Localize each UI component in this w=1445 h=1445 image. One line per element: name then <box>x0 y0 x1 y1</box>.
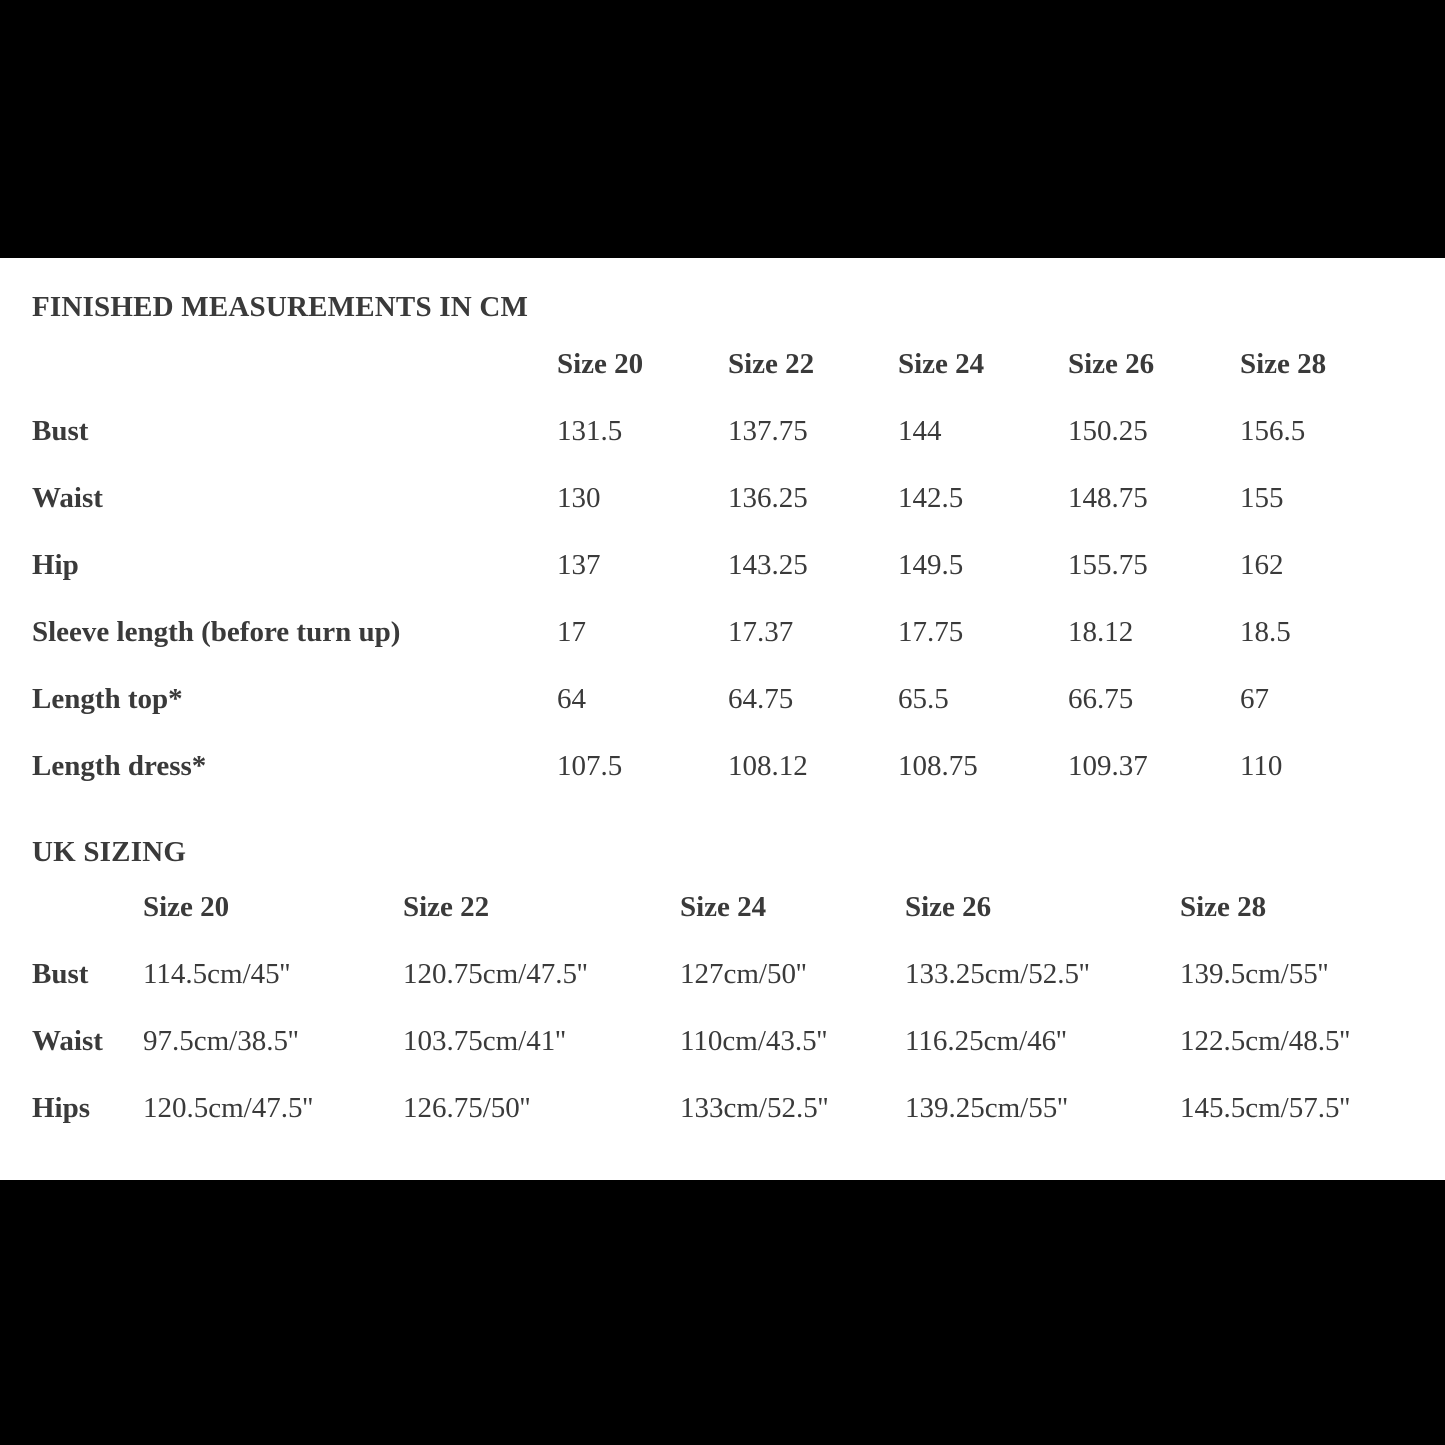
table-header-row <box>32 891 1413 958</box>
row-label: Hips <box>32 1092 91 1124</box>
cell-value: 149.5 <box>898 549 964 581</box>
table-row <box>32 958 1413 1025</box>
cell-value: 17.75 <box>898 616 964 648</box>
column-header: Size 26 <box>905 891 992 923</box>
column-header: Size 22 <box>403 891 490 923</box>
row-label: Bust <box>32 958 89 990</box>
cell-value: 122.5cm/48.5'' <box>1180 1025 1350 1057</box>
cell-value: 97.5cm/38.5'' <box>143 1025 299 1057</box>
cell-value: 17.37 <box>728 616 794 648</box>
cell-value: 143.25 <box>728 549 808 581</box>
column-header: Size 26 <box>1068 348 1155 380</box>
finished-measurements-table <box>32 348 1413 817</box>
column-header: Size 20 <box>557 348 644 380</box>
letterbox-bar-bottom <box>0 1180 1445 1445</box>
table-row <box>32 415 1413 482</box>
cell-value: 148.75 <box>1068 482 1148 514</box>
table-header-row <box>32 348 1413 415</box>
cell-value: 133cm/52.5'' <box>680 1092 829 1124</box>
cell-value: 120.75cm/47.5'' <box>403 958 588 990</box>
cell-value: 130 <box>557 482 601 514</box>
cell-value: 162 <box>1240 549 1284 581</box>
cell-value: 109.37 <box>1068 750 1148 782</box>
table-row <box>32 750 1413 817</box>
cell-value: 137.75 <box>728 415 808 447</box>
row-label: Bust <box>32 415 89 447</box>
table-row <box>32 482 1413 549</box>
cell-value: 139.25cm/55'' <box>905 1092 1068 1124</box>
finished-measurements-title: FINISHED MEASUREMENTS IN CM <box>32 291 529 323</box>
cell-value: 155.75 <box>1068 549 1148 581</box>
cell-value: 131.5 <box>557 415 623 447</box>
cell-value: 108.75 <box>898 750 978 782</box>
table-row <box>32 1025 1413 1092</box>
uk-sizing-table <box>32 891 1413 1159</box>
column-header: Size 28 <box>1180 891 1267 923</box>
cell-value: 120.5cm/47.5'' <box>143 1092 313 1124</box>
cell-value: 126.75/50'' <box>403 1092 531 1124</box>
row-label: Length dress* <box>32 750 207 782</box>
cell-value: 108.12 <box>728 750 808 782</box>
cell-value: 114.5cm/45'' <box>143 958 291 990</box>
cell-value: 67 <box>1240 683 1269 715</box>
cell-value: 18.5 <box>1240 616 1291 648</box>
cell-value: 139.5cm/55'' <box>1180 958 1329 990</box>
uk-sizing-title: UK SIZING <box>32 836 187 868</box>
cell-value: 136.25 <box>728 482 808 514</box>
row-label: Waist <box>32 482 103 514</box>
cell-value: 116.25cm/46'' <box>905 1025 1067 1057</box>
cell-value: 64.75 <box>728 683 794 715</box>
cell-value: 110cm/43.5'' <box>680 1025 828 1057</box>
cell-value: 127cm/50'' <box>680 958 807 990</box>
column-header: Size 22 <box>728 348 815 380</box>
column-header: Size 20 <box>143 891 230 923</box>
cell-value: 145.5cm/57.5'' <box>1180 1092 1350 1124</box>
row-label: Waist <box>32 1025 103 1057</box>
cell-value: 65.5 <box>898 683 949 715</box>
cell-value: 66.75 <box>1068 683 1134 715</box>
letterbox-bar-top <box>0 0 1445 258</box>
cell-value: 156.5 <box>1240 415 1306 447</box>
column-header: Size 24 <box>898 348 985 380</box>
table-row <box>32 1092 1413 1159</box>
cell-value: 18.12 <box>1068 616 1134 648</box>
column-header: Size 28 <box>1240 348 1327 380</box>
row-label: Sleeve length (before turn up) <box>32 616 401 648</box>
cell-value: 144 <box>898 415 942 447</box>
header-spacer <box>32 348 557 415</box>
row-label: Length top* <box>32 683 183 715</box>
cell-value: 107.5 <box>557 750 623 782</box>
cell-value: 64 <box>557 683 586 715</box>
cell-value: 137 <box>557 549 601 581</box>
table-row <box>32 549 1413 616</box>
cell-value: 110 <box>1240 750 1283 782</box>
cell-value: 133.25cm/52.5'' <box>905 958 1090 990</box>
cell-value: 17 <box>557 616 586 648</box>
cell-value: 142.5 <box>898 482 964 514</box>
column-header: Size 24 <box>680 891 767 923</box>
table-row <box>32 683 1413 750</box>
cell-value: 103.75cm/41'' <box>403 1025 566 1057</box>
cell-value: 155 <box>1240 482 1284 514</box>
table-row <box>32 616 1413 683</box>
row-label: Hip <box>32 549 79 581</box>
header-spacer <box>32 891 143 958</box>
cell-value: 150.25 <box>1068 415 1148 447</box>
